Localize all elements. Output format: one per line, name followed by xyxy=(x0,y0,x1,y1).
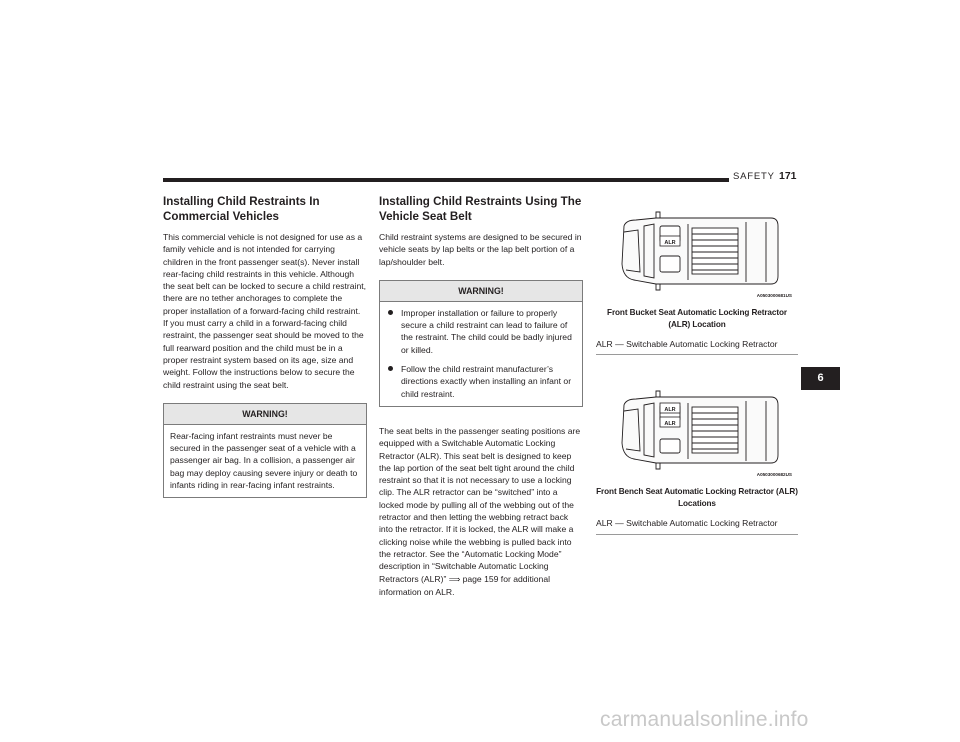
figure-bench-seat xyxy=(596,383,798,483)
page-number: 171 xyxy=(779,170,797,182)
warning-box-rear-facing xyxy=(163,403,367,498)
heading-commercial-vehicles: Installing Child Restraints In Commercial Vehicles xyxy=(163,195,320,223)
chapter-tab[interactable]: 6 xyxy=(801,367,840,390)
header-rule xyxy=(163,178,729,182)
figure-caption: Front Bench Seat Automatic Locking Retractor (ALR) Locations xyxy=(596,487,798,508)
figure-code: A0503000681US xyxy=(756,292,792,298)
warning-item xyxy=(386,363,576,400)
column-left xyxy=(163,194,367,498)
figure-caption: Front Bucket Seat Automatic Locking Retractor (ALR) Location xyxy=(607,308,787,329)
bullet-icon xyxy=(388,310,393,315)
section-title: SAFETY xyxy=(733,171,775,182)
paragraph-alr xyxy=(379,425,583,598)
alr-label: ALR xyxy=(664,421,676,428)
figure-legend: ALR — Switchable Automatic Locking Retractor xyxy=(596,517,798,534)
bullet-icon xyxy=(388,366,393,371)
paragraph-intro: Child restraint systems are designed to be secured in vehicle seats by lap belts or the lap belt portion of a lap/shoulder belt. xyxy=(379,232,582,267)
warning-item-text: Improper installation or failure to properly secure a child restraint can lead to failure of the restraint. The child could be badly injured or killed. xyxy=(401,307,572,355)
warning-item-text: Follow the child restraint manufacturer’s directions exactly when installing an infant or child restraint. xyxy=(401,364,572,399)
warning-text: Rear-facing infant restraints must never be secured in the passenger seat of a vehicle with a passenger air bag. In a collision, a passenger air bag may deploy causing severe injury or death to infants riding in rear-facing infant restraints. xyxy=(170,430,358,491)
heading-vehicle-seat-belt: Installing Child Restraints Using The Vehicle Seat Belt xyxy=(379,195,582,223)
page-reference-arrow-icon: ⟹ xyxy=(448,574,461,584)
alr-label: ALR xyxy=(664,240,676,246)
page-reference-link[interactable]: page 159 for additional information on ALR. xyxy=(379,573,551,597)
figure-bucket-seat xyxy=(596,204,798,304)
watermark: carmanualsonline.info xyxy=(600,708,809,731)
warning-item xyxy=(386,307,576,356)
paragraph-alr-text: The seat belts in the passenger seating positions are equipped with a Switchable Automatic Locking Retractor (ALR). This seat belt is designed to keep the lap portion of the seat belt tight around the child restraint so that it is not necessary to use a locking clip. The ALR retractor can be “switched” into a locked mode by pulling all of the webbing out of the retractor and then letting the webbing retract back into the retractor. If it is locked, the ALR will make a clicking noise while the webbing is pulled back into the retractor. See the “Automatic Locking Mode” description in “Switchable Automatic Locking Retractors (ALR)” xyxy=(379,425,581,584)
warning-title: WARNING! xyxy=(380,281,582,302)
figure-code: A0503000682US xyxy=(756,472,792,477)
alr-label: ALR xyxy=(664,407,676,414)
warning-title: WARNING! xyxy=(164,404,366,425)
warning-box-installation xyxy=(379,280,583,407)
column-middle xyxy=(379,194,583,598)
figure-legend: ALR — Switchable Automatic Locking Retractor xyxy=(596,338,798,355)
column-right xyxy=(596,204,798,535)
paragraph-commercial-vehicles: This commercial vehicle is not designed for use as a family vehicle and is not intended for carrying children in the front passenger seat(s). Never install rear-facing child restraints in this vehicle. Although the seat belt can be locked to secure a child restraint, there are no tether anchorages to complete the proper installation of a forward-facing child restraint. If you must carry a child in a forward-facing child restraint, the passenger seat should be moved to the full rearward position and the child must be in a proper restraint system based on its age, size and weight. Follow the instructions below to secure the child restraint using the seat belt. xyxy=(163,232,367,390)
